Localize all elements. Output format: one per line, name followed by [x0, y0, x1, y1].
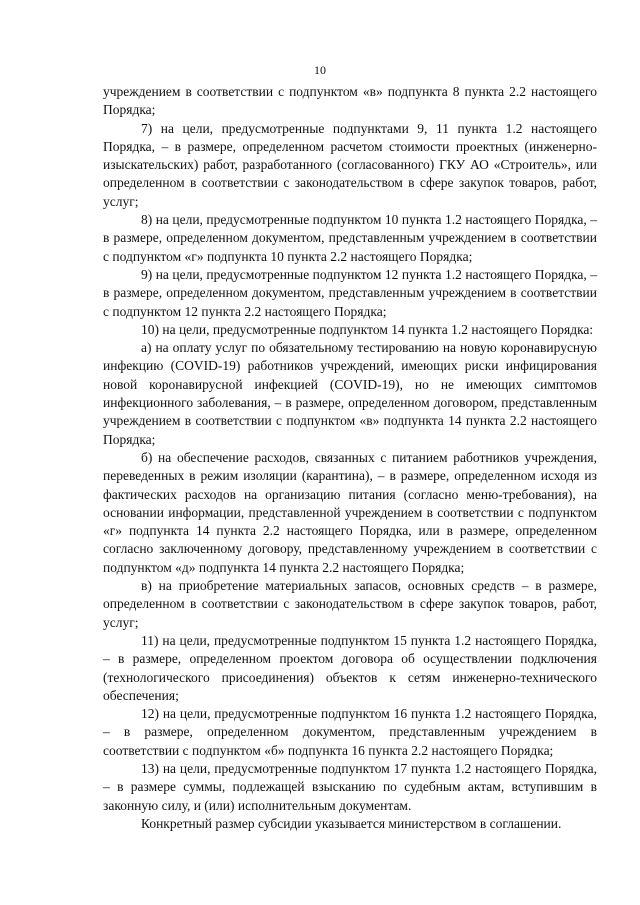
- paragraph-item-8: 8) на цели, предусмотренные подпунктом 10 пункта 1.2 настоящего Порядка, – в размере, определенном документом, представленным учреждением в соответствии с подпунктом «г» подпункта 10 пункта 2.2 настоящего Порядка;: [103, 212, 597, 264]
- page-number: 10: [314, 63, 326, 77]
- paragraph-item-9: 9) на цели, предусмотренные подпунктом 12 пункта 1.2 настоящего Порядка, – в размере, определенном документом, представленным учреждением в соответствии с подпунктом 12 пункта 2.2 настоящего Порядка;: [103, 266, 597, 319]
- paragraph-item-10a: а) на оплату услуг по обязательному тестированию на новую коронавирусную инфекцию (COVID-19) работников учреждений, имеющих риски инфицирования новой коронавирусной инфекцией (COVID-19), но не имеющих симптомов инфекционного заболевания, – в размере, определенном договором, представленным учреждением в соответствии с подпунктом «в» подпункта 14 пункта 2.2 настоящего Порядка;: [103, 340, 597, 447]
- paragraph-item-11: 11) на цели, предусмотренные подпунктом 15 пункта 1.2 настоящего Порядка, – в размере, определенном проектом договора об осуществлении подключения (технологического присоединения) объектов к сетям инженерно-технического обеспечения;: [103, 632, 597, 703]
- paragraph-subsidy-amount: Конкретный размер субсидии указывается министерством в соглашении.: [141, 815, 562, 831]
- document-body: [103, 83, 597, 833]
- paragraph-item-10v: в) на приобретение материальных запасов, основных средств – в размере, определенном в соответствии с законодательством в сфере закупок товаров, работ, услуг;: [103, 578, 597, 630]
- paragraph-continuation: учреждением в соответствии с подпунктом «в» подпункта 8 пункта 2.2 настоящего Порядка;: [103, 84, 597, 118]
- paragraph-item-10: 10) на цели, предусмотренные подпунктом 14 пункта 1.2 настоящего Порядка:: [141, 321, 594, 337]
- paragraph-item-10b: б) на обеспечение расходов, связанных с питанием работников учреждения, переведенных в режим изоляции (карантина), – в размере, определенном исходя из фактических расходов на организацию питания (согласно меню-требования), на основании информации, представленной учреждением в соответствии с подпунктом «г» подпункта 14 пункта 2.2 настоящего Порядка, или в размере, определенном согласно заключенному договору, представленному учреждением в соответствии с подпунктом «д» подпункта 14 пункта 2.2 настоящего Порядка;: [103, 449, 597, 575]
- paragraph-item-7: 7) на цели, предусмотренные подпунктами 9, 11 пункта 1.2 настоящего Порядка, – в размере, определенном расчетом стоимости проектных (инженерно-изыскательских) работ, разработанного (согласованного) ГКУ АО «Строитель», или определенном в соответствии с законодательством в сфере закупок товаров, работ, услуг;: [103, 120, 597, 209]
- paragraph-item-12: 12) на цели, предусмотренные подпунктом 16 пункта 1.2 настоящего Порядка, – в размере, определенном документом, представленным учреждением в соответствии с подпунктом «б» подпункта 16 пункта 2.2 настоящего Порядка;: [103, 706, 597, 758]
- paragraph-item-13: 13) на цели, предусмотренные подпунктом 17 пункта 1.2 настоящего Порядка, – в размере суммы, подлежащей взысканию по судебным актам, вступившим в законную силу, и (или) исполнительным документам.: [103, 760, 597, 813]
